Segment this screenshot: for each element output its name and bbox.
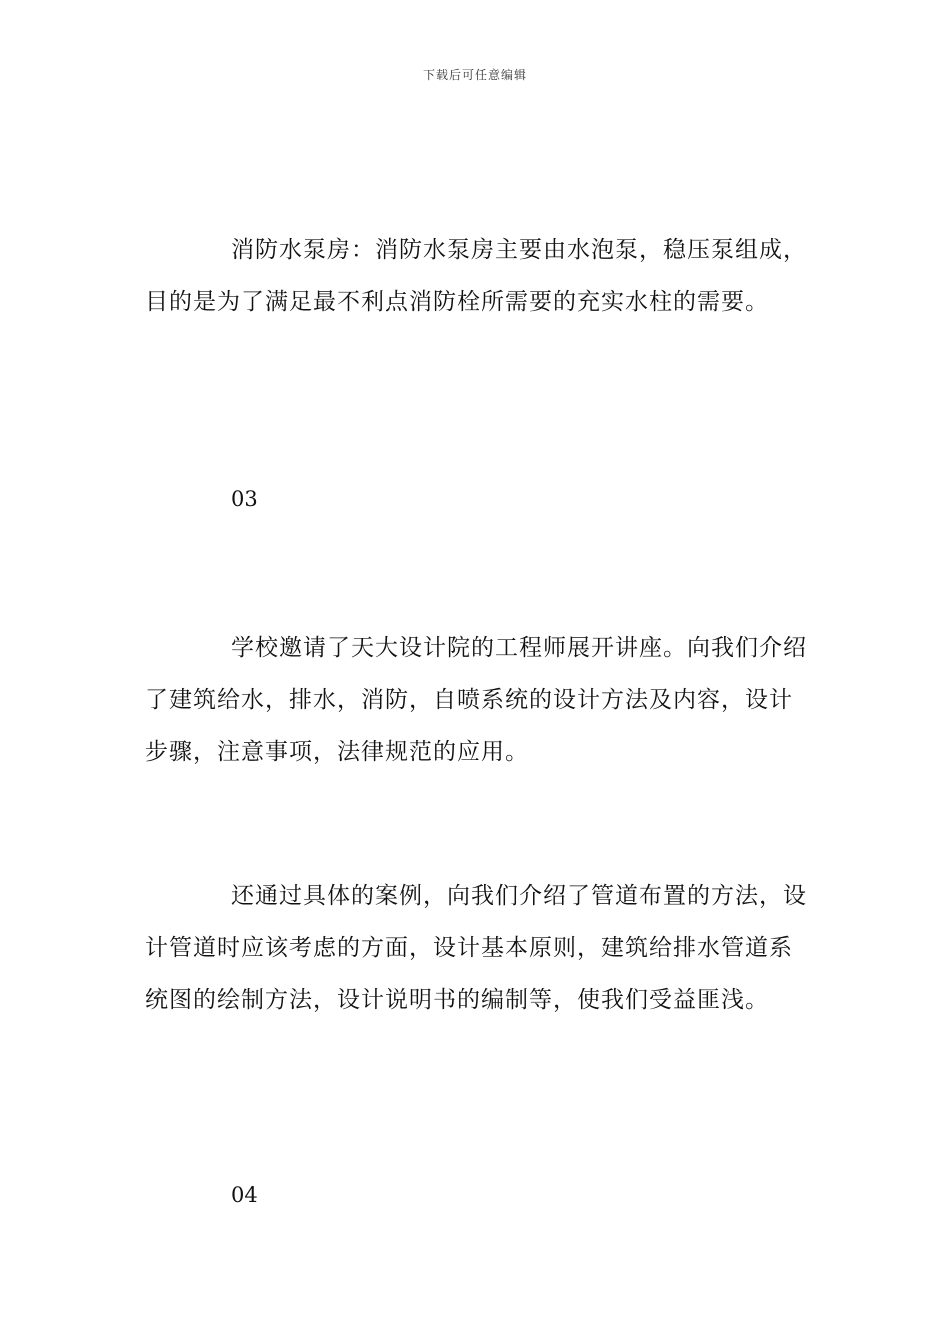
paragraph-lecture: 学校邀请了天大设计院的工程师展开讲座。向我们介绍了建筑给水，排水，消防，自喷系统的设计方法及内容，设计步骤，注意事项，法律规范的应用。: [145, 635, 807, 765]
paragraph-case-study: 还通过具体的案例，向我们介绍了管道布置的方法，设计管道时应该考虑的方面，设计基本原则，建筑给排水管道系统图的绘制方法，设计说明书的编制等，使我们受益匪浅。: [145, 883, 807, 1013]
header-note: 下载后可任意编辑: [422, 68, 527, 82]
section-number-03: 03: [231, 487, 258, 511]
section-number-04: 04: [231, 1183, 258, 1207]
paragraph-fire-pump-room: 消防水泵房：消防水泵房主要由水泡泵，稳压泵组成，目的是为了满足最不利点消防栓所需要的充实水柱的需要。: [145, 237, 807, 315]
